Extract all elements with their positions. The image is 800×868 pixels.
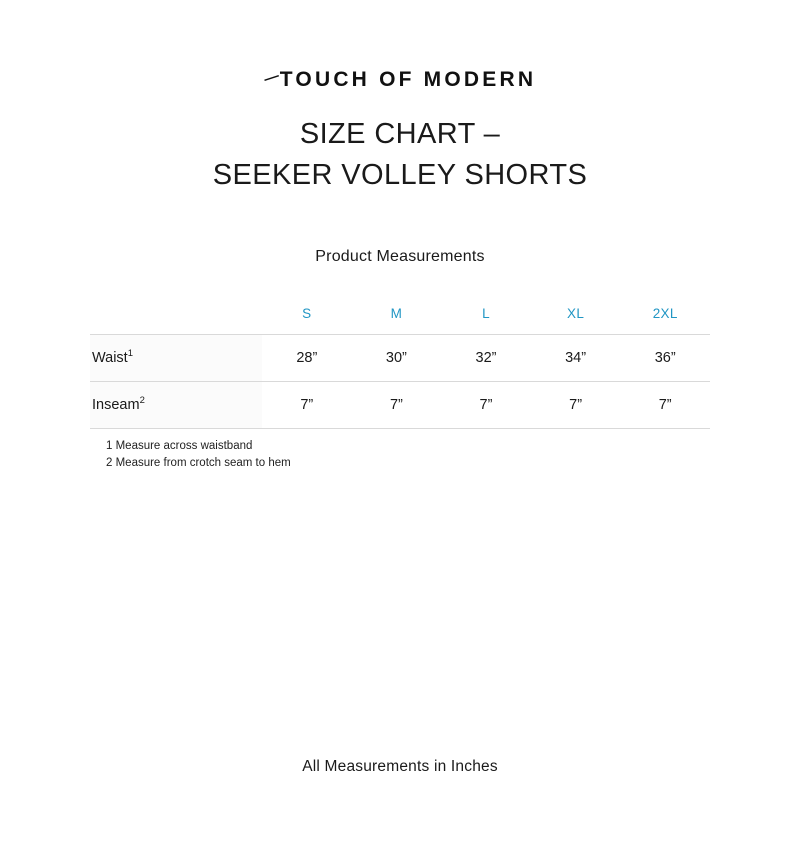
- row-label-waist-footnote-marker: 1: [127, 348, 134, 360]
- table-header-row: [90, 292, 710, 335]
- footnotes: [90, 438, 710, 471]
- footnote-2: 2 Measure from crotch seam to hem: [106, 456, 291, 469]
- size-chart-page: [0, 68, 800, 868]
- page-title: [0, 114, 800, 196]
- column-header-2xl: 2XL: [652, 305, 678, 321]
- cell-inseam-xl: 7”: [569, 397, 583, 414]
- table-corner-cell: [90, 292, 262, 335]
- cell-waist-xl: 34”: [565, 350, 587, 367]
- table-row: [90, 382, 710, 429]
- table-row: [90, 335, 710, 382]
- column-header-m: M: [390, 305, 403, 321]
- cell-inseam-2xl: 7”: [658, 397, 672, 414]
- cell-waist-m: 30”: [385, 350, 407, 367]
- page-title-line-1: SIZE CHART –: [299, 118, 501, 150]
- measurements-table: [90, 292, 710, 429]
- cell-inseam-s: 7”: [300, 397, 314, 414]
- row-label-inseam: [90, 382, 262, 429]
- column-header-xl: XL: [567, 305, 585, 321]
- page-title-line-2: SEEKER VOLLEY SHORTS: [212, 159, 588, 192]
- column-header-s: S: [302, 305, 312, 321]
- footnote-1: 1 Measure across waistband: [106, 440, 253, 453]
- measurements-table-container: [90, 292, 710, 429]
- brand-tick-icon: —: [261, 67, 282, 88]
- brand-name: TOUCH OF MODERN: [279, 68, 537, 91]
- cell-inseam-l: 7”: [479, 397, 493, 414]
- section-heading: Product Measurements: [315, 248, 485, 266]
- footer-note: All Measurements in Inches: [302, 758, 498, 775]
- table-body: [90, 335, 710, 429]
- brand-logo: [0, 68, 800, 92]
- row-label-inseam-footnote-marker: 2: [139, 395, 145, 407]
- row-label-waist-text: Waist: [92, 350, 128, 367]
- cell-waist-2xl: 36”: [654, 350, 676, 367]
- row-label-waist: [90, 335, 262, 382]
- cell-inseam-m: 7”: [389, 397, 403, 414]
- table-head: [90, 292, 710, 335]
- column-header-l: L: [482, 305, 490, 321]
- cell-waist-s: 28”: [296, 350, 318, 367]
- cell-waist-l: 32”: [475, 350, 497, 367]
- row-label-inseam-text: Inseam: [92, 397, 140, 414]
